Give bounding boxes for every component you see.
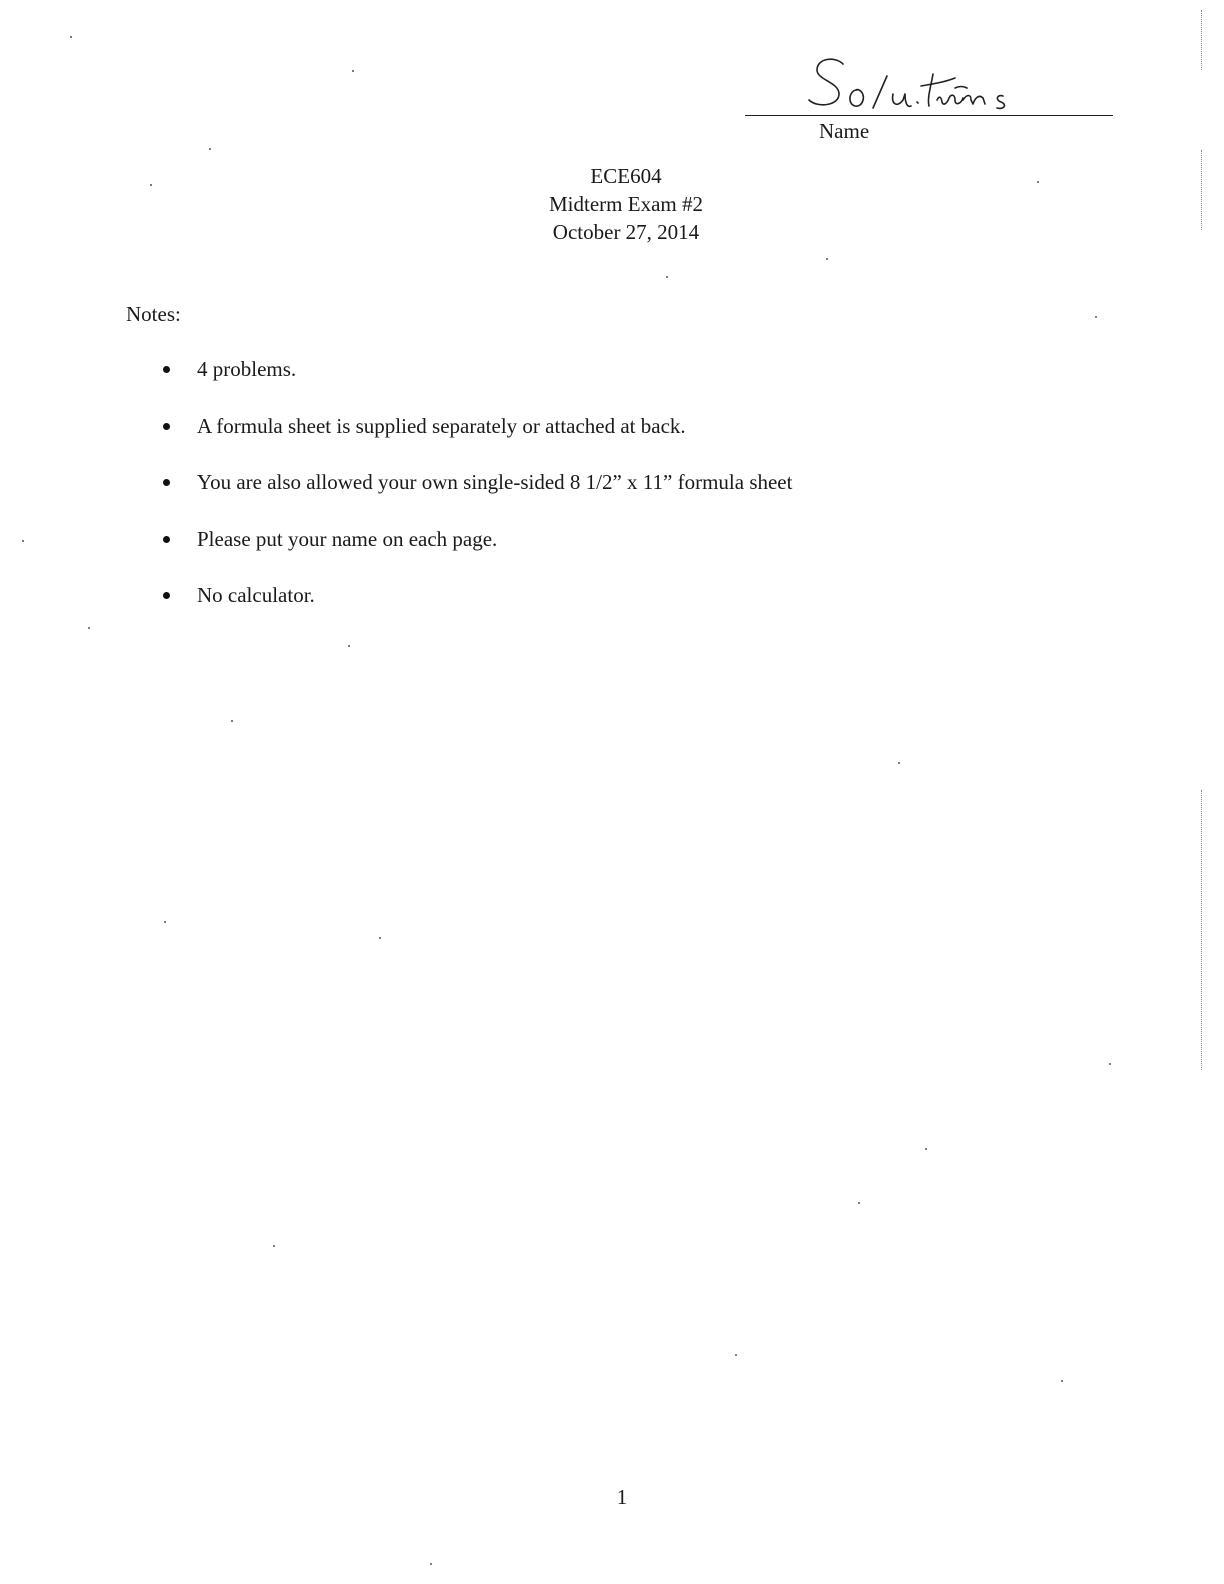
scan-speck: [826, 258, 828, 260]
bullet-icon: [163, 536, 170, 543]
scan-speck: [150, 184, 152, 186]
bullet-icon: [163, 423, 170, 430]
scan-speck: [88, 627, 90, 629]
scan-speck: [22, 540, 24, 542]
note-text: 4 problems.: [197, 357, 297, 381]
scan-speck: [70, 36, 72, 38]
scan-speck: [1095, 316, 1097, 318]
bullet-icon: [163, 366, 170, 373]
handwritten-signature: [805, 50, 1035, 116]
exam-title: Midterm Exam #2: [549, 192, 703, 216]
note-text: You are also allowed your own single-sided 8 1/2” x 11” formula sheet: [197, 470, 793, 494]
bullet-icon: [163, 479, 170, 486]
scan-speck: [164, 921, 166, 923]
scan-speck: [379, 937, 381, 939]
exam-header: [0, 162, 1224, 246]
list-item: [0, 525, 1224, 582]
scan-speck: [925, 1148, 927, 1150]
note-text: A formula sheet is supplied separately or attached at back.: [197, 413, 686, 438]
scan-edge-marks: [1201, 150, 1202, 230]
page-number: 1: [616, 1485, 628, 1509]
scan-speck: [1061, 1380, 1063, 1382]
scan-speck: [430, 1563, 432, 1565]
list-item: [0, 581, 1224, 638]
scan-speck: [352, 70, 354, 72]
notes-title: Notes:: [126, 302, 181, 326]
scan-speck: [1109, 1063, 1111, 1065]
scan-speck: [273, 1245, 275, 1247]
list-item: [0, 412, 1224, 469]
scan-speck: [348, 645, 350, 647]
scan-speck: [858, 1202, 860, 1204]
scan-speck: [209, 148, 211, 150]
note-text: No calculator.: [197, 583, 315, 607]
scan-speck: [898, 762, 900, 764]
course-code: ECE604: [590, 164, 662, 188]
scan-edge-marks: [1201, 790, 1202, 1070]
name-label: Name: [819, 119, 870, 143]
name-underline: [745, 115, 1113, 116]
bullet-icon: [163, 592, 170, 599]
scan-speck: [735, 1354, 737, 1356]
list-item: [0, 468, 1224, 525]
list-item: [0, 355, 1224, 412]
notes-list: [0, 355, 1224, 638]
scan-edge-marks: [1201, 10, 1202, 70]
exam-date: October 27, 2014: [552, 220, 700, 244]
note-text: Please put your name on each page.: [197, 526, 498, 551]
name-block: [745, 48, 1113, 148]
scan-speck: [231, 720, 233, 722]
scan-speck: [1037, 181, 1039, 183]
scan-speck: [666, 276, 668, 278]
